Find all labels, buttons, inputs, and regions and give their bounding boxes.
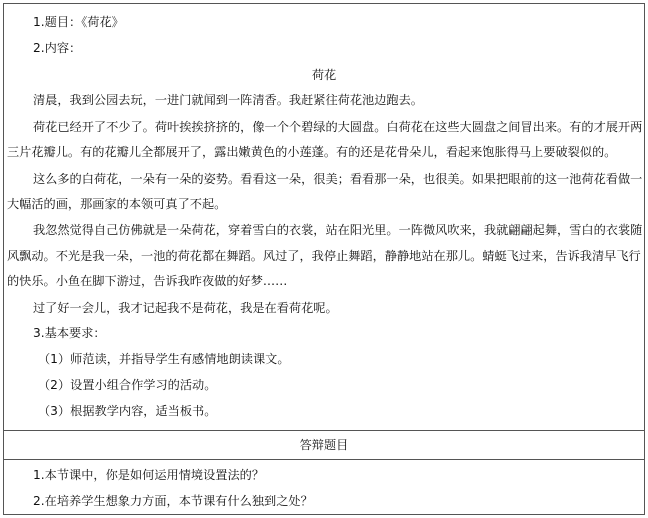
passage-line: 三片花瓣儿。有的花瓣儿全都展开了，露出嫩黄色的小莲蓬。有的还是花骨朵儿，看起来饱胀得马上要破裂似的。 [7,145,617,159]
questions-cell [4,461,644,514]
defense-header: 答辩题目 [4,432,644,460]
requirement-item: （2）设置小组合作学习的活动。 [38,378,217,392]
passage-line: 大幅活的画，那画家的本领可真了不起。 [7,197,227,211]
question-item: 2.在培养学生想象力方面，本节课有什么独到之处？ [33,494,313,508]
passage-line: 荷花已经开了不少了。荷叶挨挨挤挤的，像一个个碧绿的大圆盘。白荷花在这些大圆盘之间冒出来。有的才展开两 [33,120,643,134]
document-table [3,3,645,515]
passage-line: 我忽然觉得自己仿佛就是一朵荷花，穿着雪白的衣裳，站在阳光里。一阵微风吹来，我就翩翩起舞，雪白的衣裳随 [33,223,643,237]
requirements-label: 3.基本要求： [33,326,106,340]
content-label: 2.内容： [33,41,82,55]
passage-line: 的快乐。小鱼在脚下游过，告诉我昨夜做的好梦…… [7,274,288,288]
task-cell [4,4,644,431]
passage-line: 清晨，我到公园去玩，一进门就闻到一阵清香。我赶紧往荷花池边跑去。 [33,93,423,107]
requirement-item: （1）师范读，并指导学生有感情地朗读课文。 [38,352,290,366]
passage-line: 过了好一会儿，我才记起我不是荷花，我是在看荷花呢。 [33,301,338,315]
passage-line: 这么多的白荷花，一朵有一朵的姿势。看看这一朵，很美；看看那一朵，也很美。如果把眼前的这一池荷花看做一 [33,172,643,186]
question-item: 1.本节课中，你是如何运用情境设置法的？ [33,468,265,482]
passage-line: 风飘动。不光是我一朵，一池的荷花都在舞蹈。风过了，我停止舞蹈，静静地站在那儿。蜻蜓飞过来，告诉我清早飞行 [7,249,641,263]
passage-title: 荷花 [311,68,337,82]
requirement-item: （3）根据教学内容，适当板书。 [38,404,217,418]
topic-line: 1.题目：《荷花》 [33,15,124,29]
